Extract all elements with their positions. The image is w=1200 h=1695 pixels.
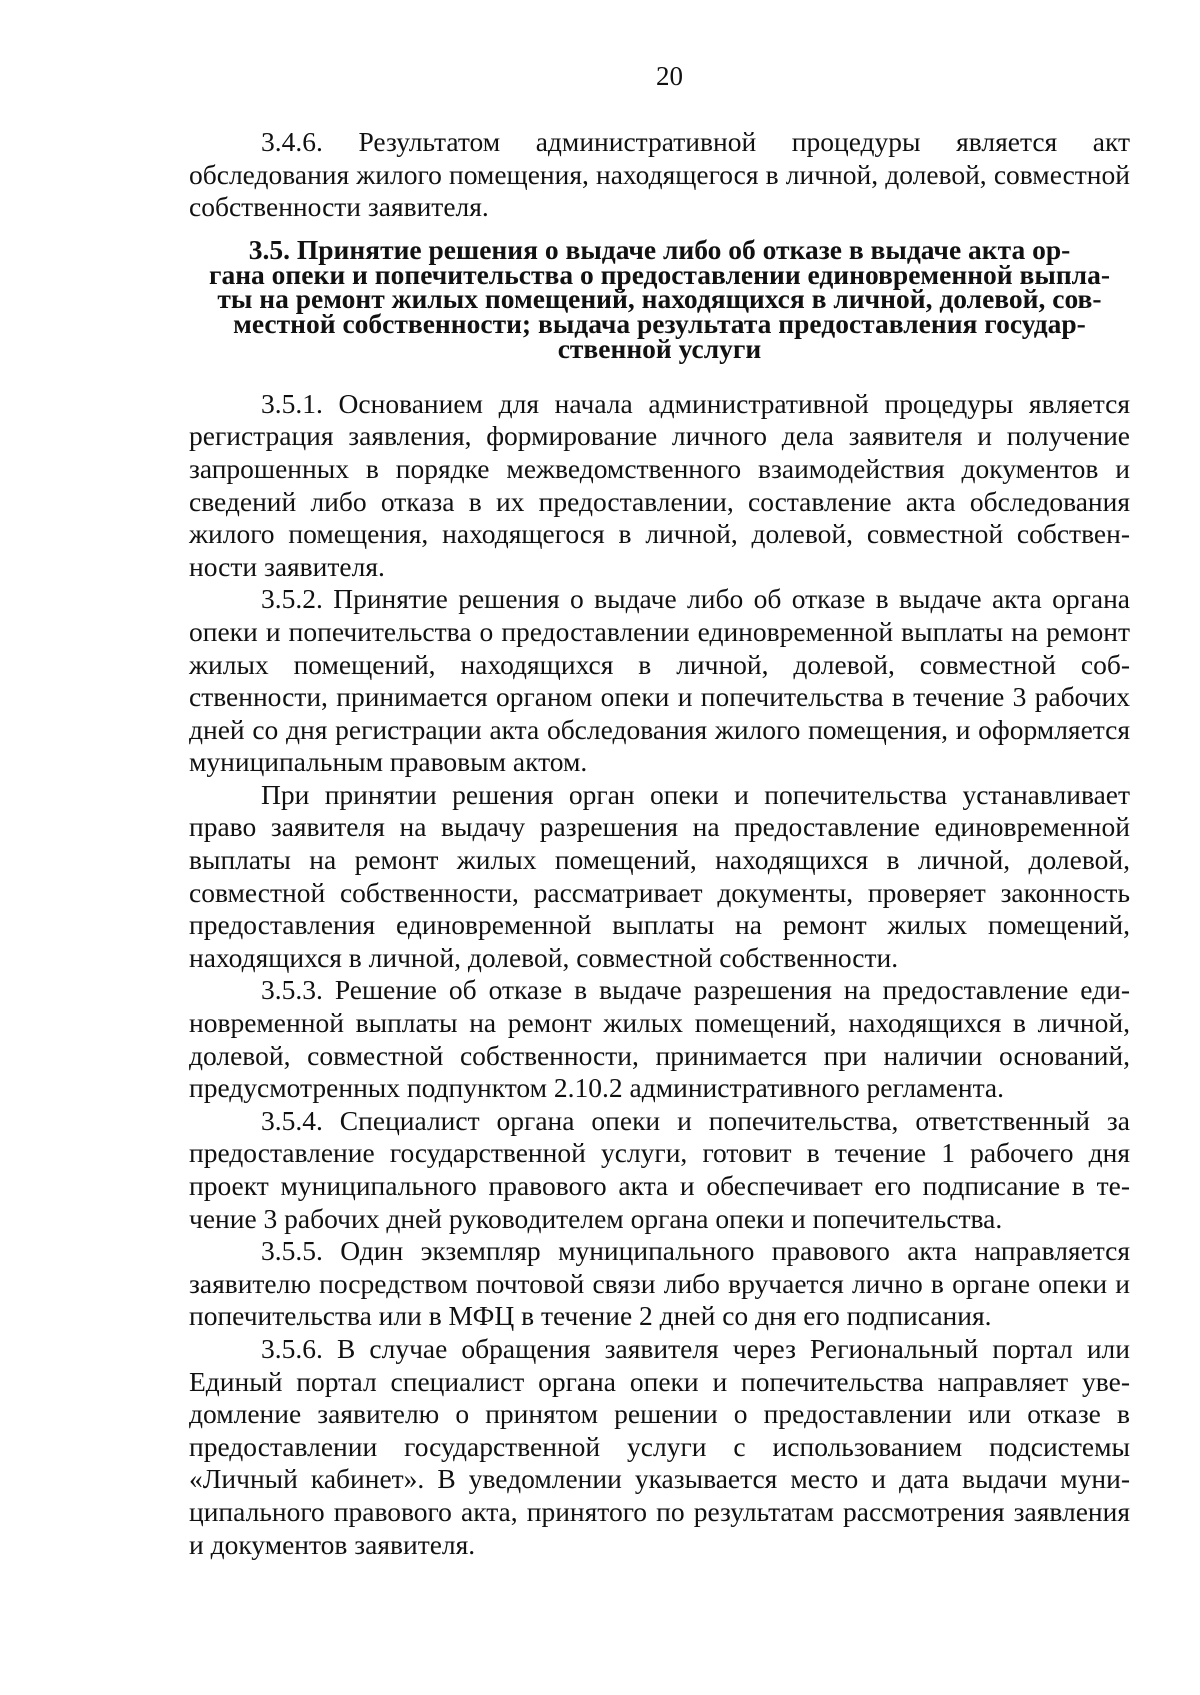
- heading-line: 3.5. Принятие решения о выдаче либо об отказе в выдаче акта ор-: [248, 233, 1071, 265]
- paragraph-3-5-6: 3.5.6. В случае обращения заявителя через Региональный портал или Единый портал специалист органа опеки и попечительства направляет уведомление заявителю о принятом решении о предоставлении или отказе в предоставлении государственной услуги с использованием подсистемы «Личный кабинет». В уведомлении указывается место и дата выдачи муниципального правового акта, принятого по результатам рассмотрения заявления и документов заявителя.: [189, 1332, 1130, 1560]
- heading-line: местной собственности; выдача результата предоставления государ-: [233, 308, 1086, 340]
- heading-line: гана опеки и попечительства о предоставлении единовременной выпла-: [208, 258, 1111, 290]
- paragraph-3-5-4: 3.5.4. Специалист органа опеки и попечительства, ответственный за предоставление государственной услуги, готовит в течение 1 рабочего дня проект муниципального правового акта и обеспечивает его подписание в течение 3 рабочих дней руководителем органа опеки и попечительства.: [189, 1104, 1130, 1234]
- heading-line: ственной услуги: [557, 332, 762, 364]
- section-heading-3-5: [189, 233, 1130, 364]
- paragraph-3-5-3: 3.5.3. Решение об отказе в выдаче разрешения на предоставление единовременной выплаты на ремонт жилых помещений, находящихся в личной, долевой, совместной собственности, принимается при наличии оснований, предусмотренных подпунктом 2.10.2 административного регламента.: [189, 974, 1130, 1104]
- paragraph-3-4-6: 3.4.6. Результатом административной процедуры является акт обследования жилого помещения, находящегося в личной, долевой, совместной собственности заявителя.: [189, 126, 1130, 223]
- paragraph-3-5-5: 3.5.5. Один экземпляр муниципального правового акта направляется заявителю посредством почтовой связи либо вручается лично в органе опеки и попечительства или в МФЦ в течение 2 дней со дня его подписания.: [189, 1235, 1130, 1332]
- document-page: [189, 60, 1130, 1561]
- page-number: 20: [656, 61, 683, 91]
- paragraph-decision-rights: При принятии решения орган опеки и попечительства устанавливает право заявителя на выдачу разрешения на предоставление единовременной выплаты на ремонт жилых помещений, находящихся в личной, долевой, совместной собственности, рассматривает документы, проверяет законность предоставления единовременной выплаты на ремонт жилых помещений, находящихся в личной, долевой, совместной собственности.: [189, 778, 1130, 973]
- paragraph-3-5-2: 3.5.2. Принятие решения о выдаче либо об отказе в выдаче акта органа опеки и попечительства о предоставлении единовременной выплаты на ремонт жилых помещений, находящихся в личной, долевой, совместной собственности, принимается органом опеки и попечительства в течение 3 рабочих дней со дня регистрации акта обследования жилого помещения, и оформляется муниципальным правовым актом.: [189, 583, 1130, 778]
- heading-line: ты на ремонт жилых помещений, находящихся в личной, долевой, сов-: [217, 283, 1102, 315]
- paragraph-3-5-1: 3.5.1. Основанием для начала административной процедуры является регистрация заявления, формирование личного дела заявителя и получение запрошенных в порядке межведомственного взаимодействия документов и сведений либо отказа в их предоставлении, составление акта обследования жилого помещения, находящегося в личной, долевой, совместной собственности заявителя.: [189, 387, 1130, 582]
